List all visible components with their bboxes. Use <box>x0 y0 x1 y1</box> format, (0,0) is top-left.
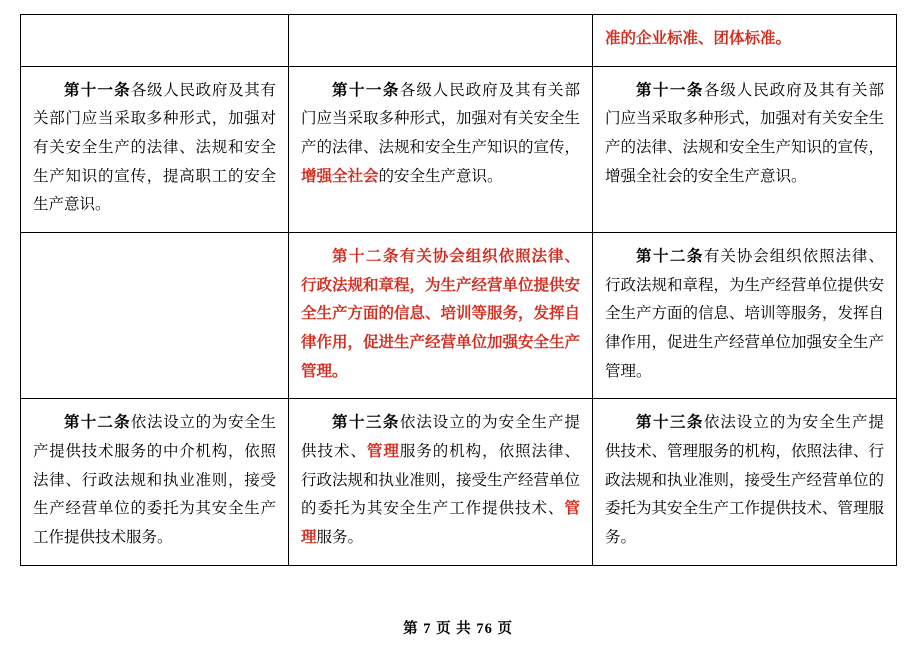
article-label: 第十一条 <box>636 81 704 99</box>
cell-paragraph <box>301 243 580 386</box>
article-label: 第十三条 <box>636 414 704 432</box>
page-footer <box>0 617 916 638</box>
article-label: 第十二条 <box>64 414 131 432</box>
article-label: 第十二条 <box>332 248 400 266</box>
cell-text-3: 服务。 <box>316 529 364 547</box>
cell-text-before: 各级人民政府及其有关部门应当采取多种形式，加强对有关安全生产的法律、法规和安全生产知识的宣传， <box>301 81 581 157</box>
cell-text: 准的企业标准、团体标准。 <box>605 30 792 47</box>
article-label: 第十二条 <box>636 248 704 266</box>
table-cell-revised <box>289 15 593 67</box>
cell-text-revised: 增强全社会 <box>301 167 379 185</box>
cell-paragraph <box>605 409 884 552</box>
table-cell-final <box>593 66 897 232</box>
cell-text: 各级人民政府及其有关部门应当采取多种形式，加强对有关安全生产的法律、法规和安全生产知识的宣传，提高职工的安全生产意识。 <box>33 81 276 214</box>
cell-text-1: 依法设立的为安全生产提供技术、 <box>301 414 580 461</box>
table-cell-revised <box>289 399 593 565</box>
table-row <box>21 233 897 399</box>
cell-paragraph <box>33 77 276 220</box>
footer-total-pages: 76 <box>476 621 493 637</box>
article-label: 第十一条 <box>332 81 400 99</box>
table-cell-original <box>21 66 289 232</box>
cell-text-revised-2: 管理 <box>301 500 580 547</box>
footer-prefix: 第 <box>403 621 419 637</box>
cell-paragraph <box>33 409 276 552</box>
table-cell-final <box>593 15 897 67</box>
cell-paragraph <box>301 77 580 192</box>
cell-text-revised-1: 管理 <box>366 443 400 461</box>
article-label: 第十三条 <box>332 414 400 432</box>
footer-page-number: 7 <box>423 621 432 637</box>
cell-paragraph <box>605 77 884 192</box>
cell-text: 各级人民政府及其有关部门应当采取多种形式，加强对有关安全生产的法律、法规和安全生产知识的宣传，增强全社会的安全生产意识。 <box>605 81 885 185</box>
table-row <box>21 15 897 67</box>
table-row <box>21 66 897 232</box>
cell-text: 有关协会组织依照法律、行政法规和章程，为生产经营单位提供安全生产方面的信息、培训等服务，发挥自律作用，促进生产经营单位加强安全生产管理。 <box>301 248 581 380</box>
footer-suffix: 页 <box>497 621 513 637</box>
footer-middle: 页 共 <box>436 621 472 637</box>
table-cell-original <box>21 399 289 565</box>
cell-text-2: 服务的机构，依照法律、行政法规和执业准则，接受生产经营单位的委托为其安全生产工作提供技术、 <box>301 443 581 518</box>
table-cell-revised <box>289 66 593 232</box>
cell-paragraph <box>605 243 884 386</box>
cell-text-after: 的安全生产意识。 <box>378 167 503 185</box>
table-cell-final <box>593 233 897 399</box>
table-row <box>21 399 897 565</box>
cell-paragraph <box>301 409 580 552</box>
comparison-table <box>20 14 897 566</box>
table-cell-final <box>593 399 897 565</box>
cell-text: 有关协会组织依照法律、行政法规和章程，为生产经营单位提供安全生产方面的信息、培训等服务，发挥自律作用，促进生产经营单位加强安全生产管理。 <box>605 248 885 380</box>
table-cell-revised <box>289 233 593 399</box>
table-cell-original <box>21 15 289 67</box>
document-page <box>0 14 916 660</box>
cell-text: 依法设立的为安全生产提供技术服务的中介机构，依照法律、行政法规和执业准则，接受生产经营单位的委托为其安全生产工作提供技术服务。 <box>33 414 276 547</box>
article-label: 第十一条 <box>64 81 131 99</box>
cell-text: 依法设立的为安全生产提供技术、管理服务的机构，依照法律、行政法规和执业准则，接受生产经营单位的委托为其安全生产工作提供技术、管理服务。 <box>605 414 885 547</box>
table-cell-original <box>21 233 289 399</box>
